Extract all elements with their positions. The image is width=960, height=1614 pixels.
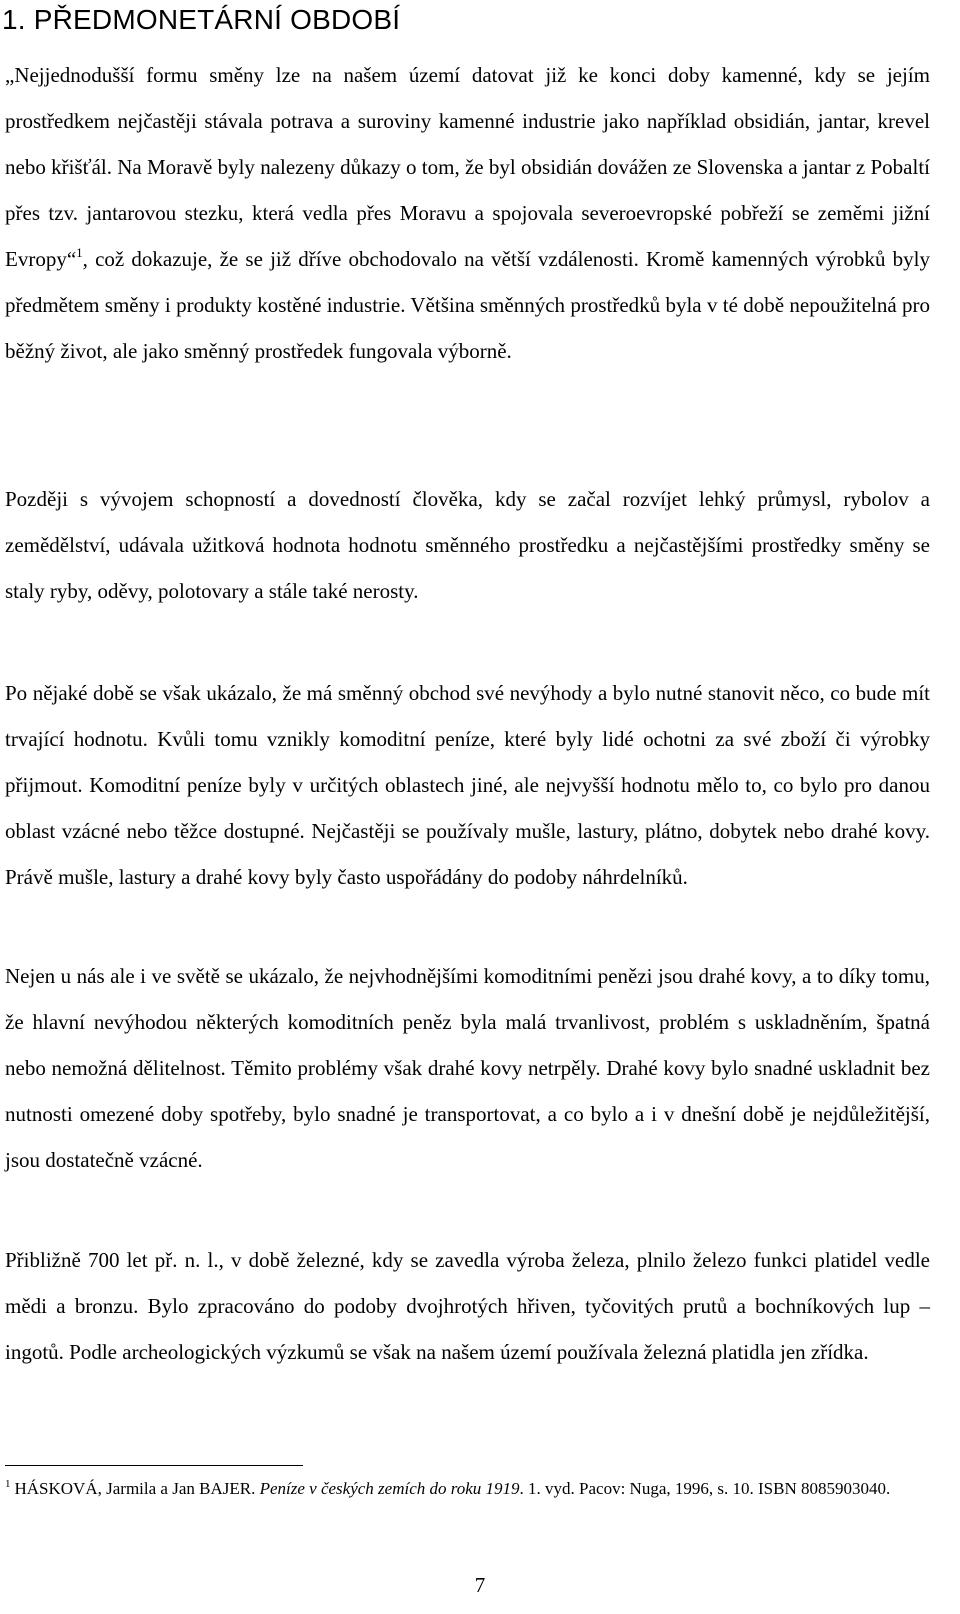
footnote-title: Peníze v českých zemích do roku 1919 [259,1479,520,1498]
footnote [5,1476,930,1504]
chapter-heading: 1. PŘEDMONETÁRNÍ OBDOBÍ [2,4,401,35]
paragraph-1-text-b: , což dokazuje, že se již dříve obchodovalo na větší vzdálenosti. Kromě kamenných výrobků byly předmětem směny i produkty kostěné industrie. Většina směnných prostředků byla v té době nepoužitelná pro běžný život, ale jako směnný prostředek fungovala výborně. [5,247,930,363]
body-text-5 [5,1237,930,1389]
paragraph-2: Později s vývojem schopností a dovedností člověka, kdy se začal rozvíjet lehký průmysl, rybolov a zemědělství, udávala užitková hodnota hodnotu směnného prostředku a nejčastějšími prostředky směny se staly ryby, oděvy, polotovary a stále také nerosty. [5,487,930,603]
paragraph-1 [5,52,930,374]
footnote-details: . 1. vyd. Pacov: Nuga, 1996, s. 10. ISBN 8085903040. [519,1479,891,1498]
body-text-2 [5,476,930,628]
body-text-3 [5,670,930,914]
body-text-4 [5,953,930,1197]
paragraph-5: Přibližně 700 let př. n. l., v době železné, kdy se zavedla výroba železa, plnilo železo funkci platidel vedle mědi a bronzu. Bylo zpracováno do podoby dvojhrotých hřiven, tyčovitých prutů a bochníkových lup – ingotů. Podle archeologických výzkumů se však na našem území používala železná platidla jen zřídka. [5,1248,930,1364]
body-text [5,52,930,388]
page-number: 7 [474,1573,486,1597]
paragraph-4: Nejen u nás ale i ve světě se ukázalo, že nejvhodnějšími komoditními penězi jsou drahé kovy, a to díky tomu, že hlavní nevýhodou některých komoditních peněz byla malá trvanlivost, problém s uskladněním, špatná nebo nemožná dělitelnost. Těmito problémy však drahé kovy netrpěly. Drahé kovy bylo snadné uskladnit bez nutnosti omezené doby spotřeby, bylo snadné je transportovat, a co bylo a i v dnešní době je nejdůležitější, jsou dostatečně vzácné. [5,964,930,1172]
footnote-reference[interactable]: 1 [76,245,83,260]
footnote-divider [5,1465,303,1466]
paragraph-3: Po nějaké době se však ukázalo, že má směnný obchod své nevýhody a bylo nutné stanovit něco, co bude mít trvající hodnotu. Kvůli tomu vznikly komoditní peníze, které byly lidé ochotni za své zboží či výrobky přijmout. Komoditní peníze byly v určitých oblastech jiné, ale nejvyšší hodnotu mělo to, co bylo pro danou oblast vzácné nebo těžce dostupné. Nejčastěji se používaly mušle, lastury, plátno, dobytek nebo drahé kovy. Právě mušle, lastury a drahé kovy byly často uspořádány do podoby náhrdelníků. [5,681,930,889]
footnote-mark: 1 [5,1478,11,1490]
paragraph-1-text-a: „Nejjednodušší formu směny lze na našem území datovat již ke konci doby kamenné, kdy se jejím prostředkem nejčastěji stávala potrava a suroviny kamenné industrie jako například obsidián, jantar, krevel nebo křišťál. Na Moravě byly nalezeny důkazy o tom, že byl obsidián dovážen ze Slovenska a jantar z Pobaltí přes tzv. jantarovou stezku, která vedla přes Moravu a spojovala severoevropské pobřeží se zeměmi jižní Evropy“ [5,63,930,271]
footnote-authors: HÁSKOVÁ, Jarmila a Jan BAJER. [14,1479,256,1498]
